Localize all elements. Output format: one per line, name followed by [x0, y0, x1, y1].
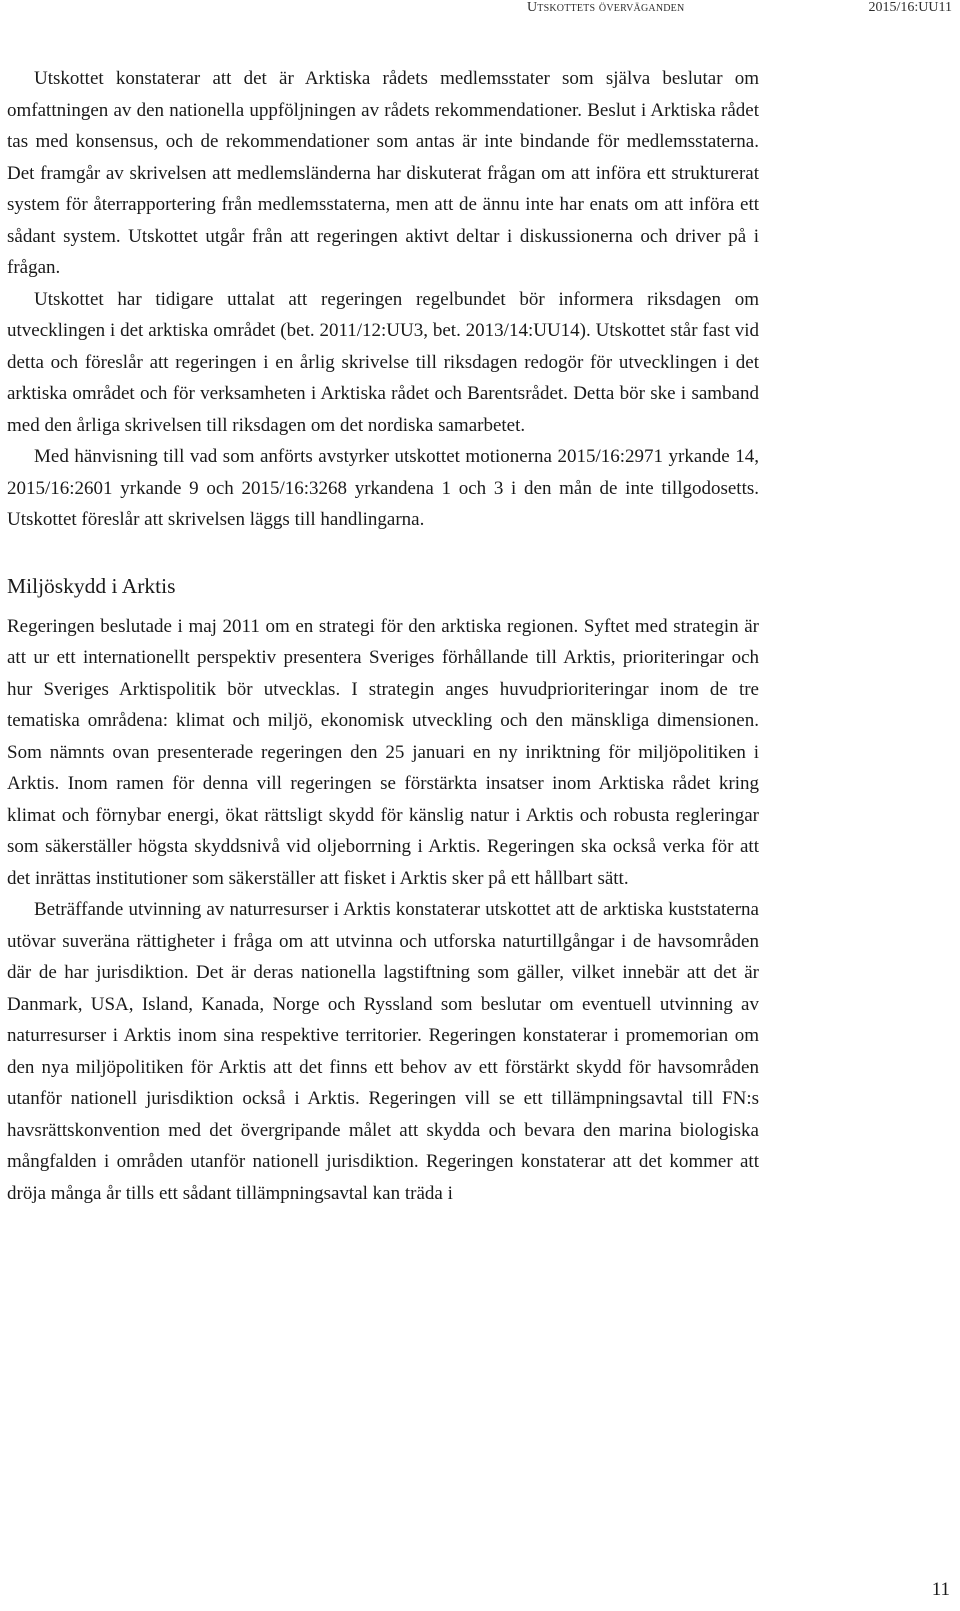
paragraph: Med hänvisning till vad som anförts avstyrker utskottet motionerna 2015/16:2971 yrkande 14, 2015/16:2601 yrkande 9 och 2015/16:3268 yrkandena 1 och 3 i den mån de inte tillgodosetts. Utskottet föreslår att skrivelsen läggs till handlingarna.	[7, 446, 759, 530]
paragraph: Regeringen beslutade i maj 2011 om en strategi för den arktiska regionen. Syftet med strategin är att ur ett internationellt perspektiv presentera Sveriges förhållande till Arktis, prioriteringar och hur Sveriges Arktispolitik bör utvecklas. I strategin anges huvudprioriteringar inom de tre tematiska områdena: klimat och miljö, ekonomisk utveckling och den mänskliga dimensionen. Som nämnts ovan presenterade regeringen den 25 januari en ny inriktning för miljöpolitiken i Arktis. Inom ramen för denna vill regeringen se förstärkta insatser inom Arktiska rådet kring klimat och förnybar energi, ökat rättsligt skydd för känslig natur i Arktis och robusta regleringar som säkerställer högsta skyddsnivå vid oljeborrning i Arktis. Regeringen ska också verka för att det inrättas institutioner som säkerställer att fisket i Arktis sker på ett hållbart sätt.	[7, 615, 759, 889]
paragraph: Beträffande utvinning av naturresurser i Arktis konstaterar utskottet att de arktiska kuststaterna utövar suveräna rättigheter i fråga om att utvinna och utforska naturtillgångar i de havsområden där de har jurisdiktion. Det är deras nationella lagstiftning som gäller, vilket innebär att det är Danmark, USA, Island, Kanada, Norge och Ryssland som beslutar om eventuell utvinning av naturresurser i Arktis inom sina respektive territorier. Regeringen konstaterar i promemorian om den nya miljöpolitiken för Arktis att det finns ett behov av ett förstärkt skydd för havsområden utanför nationell jurisdiktion också i Arktis. Regeringen vill se ett tillämpningsavtal till FN:s havsrättskonvention med det övergripande målet att skydda och bevara den marina biologiska mångfalden i områden utanför nationell jurisdiktion. Regeringen konstaterar att det kommer att dröja många år tills ett sådant tillämpningsavtal kan träda i	[7, 899, 759, 1204]
paragraph: Utskottet konstaterar att det är Arktiska rådets medlemsstater som själva beslutar om omfattningen av den nationella uppföljningen av rådets rekommendationer. Beslut i Arktiska rådet tas med konsensus, och de rekommendationer som antas är inte bindande för medlemsstaterna. Det framgår av skrivelsen att medlemsländerna har diskuterat frågan om att införa ett strukturerat system för återrapportering från medlemsstaterna, men att de ännu inte har enats om att införa ett sådant system. Utskottet utgår från att regeringen aktivt deltar i diskussionerna och driver på i frågan.	[7, 68, 759, 278]
body-text	[7, 63, 759, 1209]
section-heading: Miljöskydd i Arktis	[7, 573, 176, 598]
running-header	[510, 0, 952, 20]
header-document-id: 2015/16:UU11	[868, 0, 952, 15]
paragraph: Utskottet har tidigare uttalat att regeringen regelbundet bör informera riksdagen om utvecklingen i det arktiska området (bet. 2011/12:UU3, bet. 2013/14:UU14). Utskottet står fast vid detta och föreslår att regeringen i en årlig skrivelse till riksdagen redogör för utvecklingen i det arktiska området och för verksamheten i Arktiska rådet och Barentsrådet. Detta bör ske i samband med den årliga skrivelsen till riksdagen om det nordiska samarbetet.	[7, 288, 759, 436]
header-section-title: Utskottets överväganden	[527, 0, 685, 15]
page-number: 11	[931, 1579, 950, 1600]
